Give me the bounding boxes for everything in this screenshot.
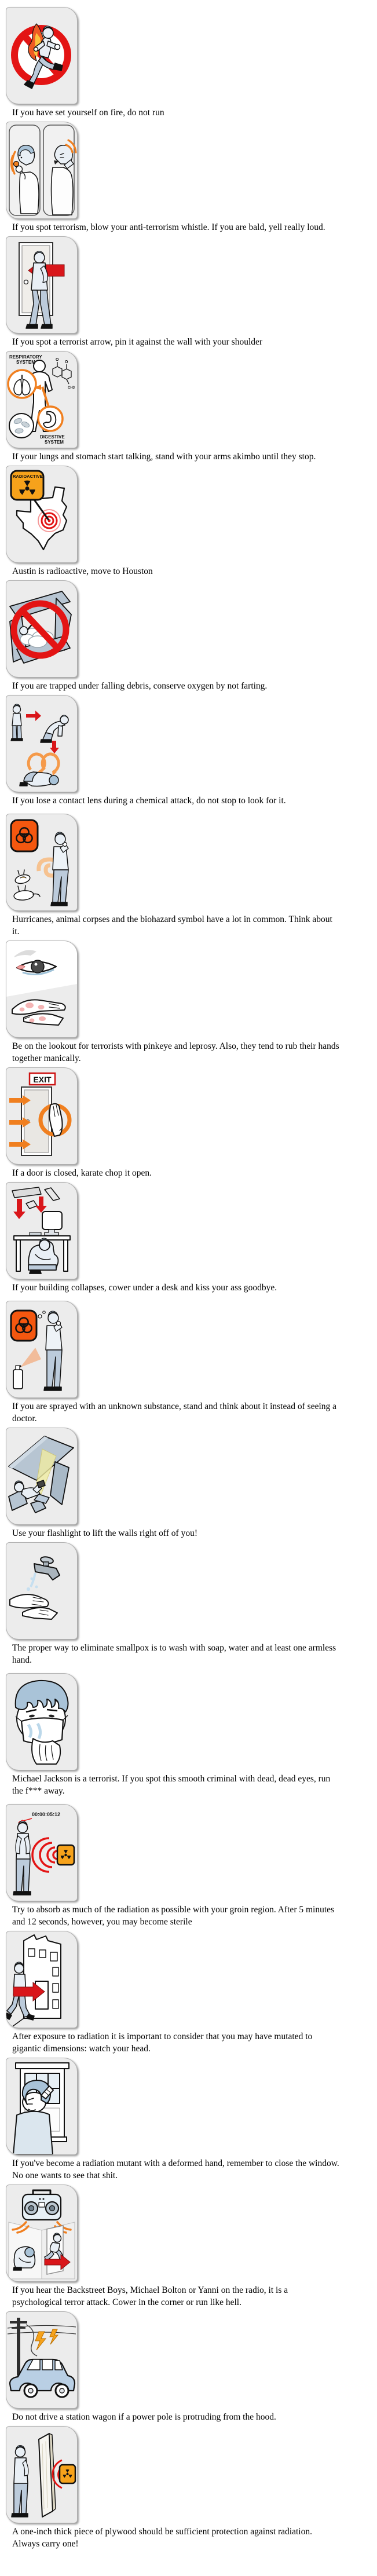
tip-section-arrow-door xyxy=(6,236,377,348)
pictogram-card-mutant-hand xyxy=(6,2058,78,2155)
door-knob xyxy=(24,280,28,284)
tip-section-mutant-hand xyxy=(6,2058,377,2182)
tip-caption: If you spot terrorism, blow your anti-terrorism whistle. If you are bald, yell really loud. xyxy=(12,222,325,232)
masked-face-illustration xyxy=(6,1674,77,1770)
tip-section-pinkeye xyxy=(6,941,377,1064)
wash-illustration xyxy=(6,1543,77,1639)
spray-can-icon xyxy=(13,1365,23,1389)
pictogram-card-radiation-groin xyxy=(6,1804,78,1901)
thought-bubble xyxy=(38,1315,42,1318)
radiation-sign xyxy=(60,2465,75,2483)
tip-section-desk-cower xyxy=(6,1182,377,1294)
tip-caption: If you are sprayed with an unknown substance, stand and think about it instead of seeing a doctor. xyxy=(12,1402,337,1424)
pictogram-card-fire-run xyxy=(6,7,78,104)
pictogram-card-plywood xyxy=(6,2426,78,2523)
atom-label: O xyxy=(65,360,68,364)
pictogram-card-spray xyxy=(6,1301,78,1398)
digestive-label-2: SYSTEM xyxy=(45,440,64,445)
man-figure xyxy=(12,2446,28,2518)
animal-corpse xyxy=(13,885,40,901)
pictogram-card-masked-face xyxy=(6,1673,78,1770)
pictogram-card-arrow-door xyxy=(6,236,78,334)
digestive-label: DIGESTIVE xyxy=(40,434,65,440)
respiratory-label-2: SYSTEM xyxy=(16,360,35,365)
tip-caption: If a door is closed, karate chop it open. xyxy=(12,1168,152,1178)
group-label: CH3 xyxy=(68,386,75,390)
crouching-figure xyxy=(41,715,68,742)
thinking-man-figure xyxy=(51,832,68,906)
bald-yeller-figure xyxy=(52,145,74,215)
mutant-hand-illustration xyxy=(6,2058,77,2154)
tip-caption: If you are trapped under falling debris, conserve oxygen by not farting. xyxy=(12,681,268,691)
tip-section-giant-mutant xyxy=(6,1931,377,2055)
tip-caption: Use your flashlight to lift the walls right off of you! xyxy=(12,1528,197,1538)
tip-section-radiation-groin xyxy=(6,1804,377,1928)
timer-label: 00:00:05:12 xyxy=(32,1812,61,1817)
radiation-waves-icon xyxy=(32,1838,57,1872)
atom-label: O xyxy=(56,358,59,362)
biohazard-think-illustration xyxy=(6,814,77,910)
cowering-figure xyxy=(13,2246,35,2270)
tip-section-wash xyxy=(6,1542,377,1666)
tip-section-exit-chop xyxy=(6,1067,377,1179)
tip-caption: Michael Jackson is a terrorist. If you spot this smooth criminal with dead, dead eyes, run the f*** away. xyxy=(12,1774,331,1796)
tip-caption: Austin is radioactive, move to Houston xyxy=(12,566,153,576)
debris-illustration xyxy=(6,581,77,677)
animal-corpse xyxy=(14,870,31,885)
tip-section-plywood xyxy=(6,2426,377,2550)
pinkeye-illustration xyxy=(6,941,77,1037)
tip-section-radio-terror xyxy=(6,2185,377,2308)
spray-cone xyxy=(20,1348,41,1367)
molecule-icon xyxy=(53,362,71,384)
thought-bubble xyxy=(43,1311,45,1313)
tip-section-biohazard-think xyxy=(6,814,377,938)
tip-caption: Try to absorb as much of the radiation as possible with your groin region. After 5 minutes and 12 seconds, however, you may become sterile xyxy=(12,1905,335,1927)
red-arrow-icon xyxy=(26,711,41,721)
tip-section-debris xyxy=(6,580,377,692)
tip-section-fire-run xyxy=(6,7,377,119)
radioactive-label: RADIOACTIVE xyxy=(13,474,43,479)
contact-lens-illustration xyxy=(6,696,77,792)
tip-section-contact-lens xyxy=(6,695,377,807)
pictogram-card-giant-mutant xyxy=(6,1931,78,2028)
station-wagon-illustration xyxy=(6,2312,77,2408)
flashlight-illustration xyxy=(6,1428,77,1524)
pictogram-card-station-wagon xyxy=(6,2311,78,2409)
tip-caption: A one-inch thick piece of plywood should be sufficient protection against radiation. Always carry one! xyxy=(12,2527,312,2549)
desk-cower-illustration xyxy=(6,1183,77,1279)
pictogram-card-exit-chop xyxy=(6,1067,78,1165)
pictogram-card-desk-cower xyxy=(6,1182,78,1279)
radiation-sign xyxy=(57,1845,74,1865)
pictogram-card-wash xyxy=(6,1542,78,1640)
exit-sign xyxy=(30,1073,55,1085)
tip-section-systems xyxy=(6,351,377,463)
pictogram-card-biohazard-think xyxy=(6,814,78,911)
germ-icon xyxy=(9,414,34,438)
tip-caption: Hurricanes, animal corpses and the biohazard symbol have a lot in common. Think about it. xyxy=(12,914,332,936)
exit-label: EXIT xyxy=(33,1075,52,1084)
washing-hands-icon xyxy=(10,1594,57,1619)
tip-caption: If you lose a contact lens during a chemical attack, do not stop to look for it. xyxy=(12,796,286,806)
radiation-groin-illustration xyxy=(6,1805,77,1901)
pictogram-card-texas xyxy=(6,466,78,563)
tip-section-spray xyxy=(6,1301,377,1425)
tip-section-flashlight xyxy=(6,1428,377,1539)
tip-caption: If your lungs and stomach start talking, stand with your arms akimbo until they stop. xyxy=(12,452,316,462)
spray-illustration xyxy=(6,1301,77,1397)
plywood-illustration xyxy=(6,2427,77,2523)
pictogram-card-debris xyxy=(6,580,78,678)
cowering-person-figure xyxy=(28,1238,58,1274)
boombox-icon xyxy=(23,2190,61,2220)
body-systems-illustration xyxy=(6,352,77,448)
whistle-illustration xyxy=(6,122,77,218)
faucet-icon xyxy=(34,1556,60,1580)
biohazard-sign xyxy=(11,820,38,851)
tip-caption: If you hear the Backstreet Boys, Michael Bolton or Yanni on the radio, it is a psychological terror attack. Cower in the corner or run like hell. xyxy=(12,2285,288,2307)
pictogram-card-contact-lens xyxy=(6,695,78,792)
respiratory-label: RESPIRATORY xyxy=(9,354,42,360)
man-figure xyxy=(13,1821,31,1896)
computer-monitor-icon xyxy=(30,1212,62,1235)
biohazard-sign xyxy=(11,1311,36,1341)
pictogram-card-pinkeye xyxy=(6,941,78,1038)
tip-section-station-wagon xyxy=(6,2311,377,2423)
standing-figure xyxy=(11,704,23,741)
tip-section-masked-face xyxy=(6,1673,377,1797)
stomach-icon xyxy=(38,407,63,431)
tip-caption: If you spot a terrorist arrow, pin it against the wall with your shoulder xyxy=(12,337,263,347)
tip-section-texas xyxy=(6,466,377,577)
pictogram-card-radio-terror xyxy=(6,2185,78,2282)
hand-icon xyxy=(32,1739,60,1764)
pictogram-card-systems xyxy=(6,351,78,448)
thinking-man-figure xyxy=(44,1311,62,1391)
tip-caption: After exposure to radiation it is important to consider that you may have mutated to gigantic dimensions: watch your head. xyxy=(12,2032,313,2054)
pictogram-card-whistle xyxy=(6,122,78,219)
lungs-icon xyxy=(8,370,36,398)
fire-run-illustration xyxy=(6,8,77,104)
tip-caption: If you've become a radiation mutant with a deformed hand, remember to close the window. No one wants to see that shit. xyxy=(12,2158,339,2180)
tip-section-whistle xyxy=(6,122,377,233)
radioactive-sign xyxy=(11,471,43,500)
radio-terror-illustration xyxy=(6,2185,77,2281)
arrow-door-illustration xyxy=(6,237,77,333)
roll-arrows-icon xyxy=(28,754,58,772)
exit-chop-illustration xyxy=(6,1068,77,1164)
leprosy-hands-icon xyxy=(12,1000,65,1025)
giant-mutant-illustration xyxy=(6,1931,77,2028)
texas-illustration xyxy=(6,466,77,562)
tip-caption: Be on the lookout for terrorists with pinkeye and leprosy. Also, they tend to rub their hands together manically. xyxy=(12,1041,339,1063)
tip-caption: The proper way to eliminate smallpox is to wash with soap, water and at least one armless hand. xyxy=(12,1643,336,1665)
tip-caption: If your building collapses, cower under a desk and kiss your ass goodbye. xyxy=(12,1283,277,1293)
tip-caption: Do not drive a station wagon if a power pole is protruding from the hood. xyxy=(12,2412,276,2422)
pictogram-card-flashlight xyxy=(6,1428,78,1525)
tip-caption: If you have set yourself on fire, do not run xyxy=(12,108,164,118)
